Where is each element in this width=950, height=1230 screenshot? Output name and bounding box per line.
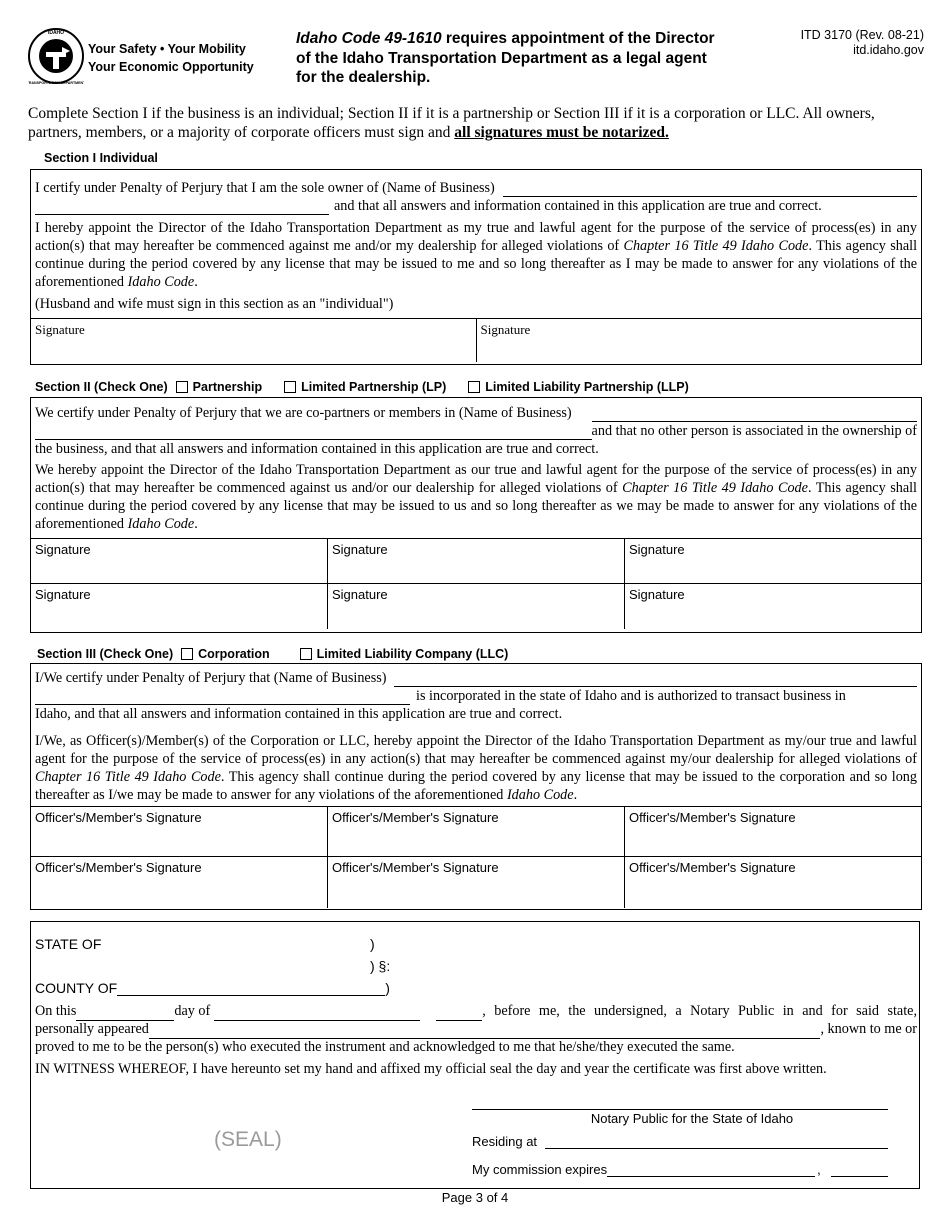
website: itd.idaho.gov [853, 43, 924, 57]
s2-signature-row-1 [31, 538, 921, 583]
month-field[interactable] [214, 1007, 420, 1021]
tagline-line2: Your Economic Opportunity [88, 60, 254, 74]
s2-signature-field-6[interactable]: Signature [624, 584, 921, 629]
section3-box [30, 663, 922, 910]
s3-signature-field-1[interactable]: Officer's/Member's Signature [35, 810, 202, 825]
s3-appoint-b: . This agency shall continue during the period covered by any license that may be issued to the corporation and so long thereafter as I/we may be made to answer for any violations of the aforementioned [35, 769, 917, 803]
residing-label: Residing at [472, 1134, 538, 1149]
known-text: , known to me or [820, 1021, 917, 1037]
intro-instructions [28, 104, 923, 142]
s1-appoint-code2: Idaho Code [127, 274, 195, 290]
s3-certify-end: Idaho, and that all answers and information contained in this application are true and correct. [35, 706, 563, 722]
s3-appoint [31, 732, 921, 804]
commission-date-field[interactable] [607, 1163, 815, 1177]
county-paren: ) [385, 980, 390, 996]
s1-certify: I certify under Penalty of Perjury that I am the sole owner of (Name of Business) [35, 180, 495, 196]
s3-signature-row-2 [31, 856, 921, 908]
llc-label: Limited Liability Company (LLC) [316, 647, 509, 661]
proved-text: proved to me to be the person(s) who executed the instrument and acknowledged to me that he/she/they executed the same. [35, 1039, 735, 1055]
form-id-block [801, 28, 924, 58]
s3-business-name-field[interactable] [394, 673, 917, 687]
s2-signature-field-5[interactable]: Signature [327, 584, 624, 629]
header-title [296, 29, 716, 88]
commission-label: My commission expires [472, 1162, 608, 1177]
year-field[interactable] [436, 1007, 482, 1021]
state-paren: ) [370, 936, 375, 952]
s2-signature-field-2[interactable]: Signature [327, 539, 624, 583]
section1-box [30, 169, 922, 365]
s3-business-name-field-cont[interactable] [35, 691, 410, 705]
page-number: Page 3 of 4 [441, 1190, 509, 1205]
s1-appoint [31, 219, 921, 291]
s3-signature-field-3[interactable]: Officer's/Member's Signature [624, 807, 921, 856]
residing-field[interactable] [545, 1135, 888, 1149]
section2-heading-row [35, 380, 689, 394]
s2-certify: We certify under Penalty of Perjury that we are co-partners or members in (Name of Business) [35, 405, 572, 421]
llc-checkbox[interactable] [300, 648, 312, 660]
s3-certify-cont: is incorporated in the state of Idaho and is authorized to transact business in [416, 688, 846, 704]
s3-signature-field-4[interactable]: Officer's/Member's Signature [35, 860, 202, 875]
witness-text: IN WITNESS WHEREOF, I have hereunto set my hand and affixed my official seal the day and year the certificate was first above written. [35, 1061, 827, 1077]
section2-heading: Section II (Check One) [35, 380, 168, 394]
section2-box [30, 397, 922, 633]
s3-appoint-code: Chapter 16 Title 49 Idaho Code [35, 769, 221, 785]
lp-label: Limited Partnership (LP) [301, 380, 447, 394]
state-of-label: STATE OF [35, 936, 102, 952]
personally-appeared-label: personally appeared [35, 1021, 149, 1037]
partnership-label: Partnership [192, 380, 263, 394]
s2-certify-end: the business, and that all answers and information contained in this application are true and correct. [35, 441, 599, 457]
notary-signature-field[interactable] [472, 1096, 888, 1110]
llp-label: Limited Liability Partnership (LLP) [485, 380, 689, 394]
section3-heading-row [37, 647, 508, 661]
s2-appoint [31, 461, 921, 533]
s1-appoint-a: I hereby appoint the Director of the Idaho Transportation Department as my true and lawful agent for the purpose of the service of process(es) in any action(s) that may hereafter be commenced against me and/or my dealership for alleged violations of [35, 220, 917, 254]
s2-signature-field-1[interactable]: Signature [35, 542, 91, 557]
s3-certify: I/We certify under Penalty of Perjury that (Name of Business) [35, 670, 387, 686]
s2-appoint-b: . This agency shall continue during the period covered by any license that may be issued to us and so long thereafter as we may be made to answer for any violations of the aforementioned [35, 480, 918, 532]
commission-comma: , [817, 1162, 821, 1177]
form-id: ITD 3170 (Rev. 08-21) [800, 28, 924, 42]
s3-signature-row-1 [31, 806, 921, 856]
logo-text-bottom: TRANSPORTATION DEPARTMENT [28, 81, 84, 85]
corporation-checkbox[interactable] [181, 648, 193, 660]
s2-signature-field-4[interactable]: Signature [35, 587, 91, 602]
day-field[interactable] [76, 1007, 174, 1021]
s3-appoint-end: . [573, 787, 578, 803]
notary-public-label: Notary Public for the State of Idaho [590, 1111, 794, 1126]
lp-checkbox[interactable] [284, 381, 296, 393]
county-field[interactable] [117, 981, 385, 996]
s2-appoint-end: . [194, 516, 198, 532]
s2-certify-cont: and that no other person is associated in the ownership of [591, 423, 917, 439]
s3-signature-field-5[interactable]: Officer's/Member's Signature [327, 857, 624, 908]
title-rest: requires appointment of the Director of the Idaho Transportation Department as a legal agent for the dealership. [296, 30, 715, 86]
personally-appeared-field[interactable] [149, 1025, 821, 1039]
tagline-line1: Your Safety • Your Mobility [88, 42, 246, 56]
s1-signature-field-2[interactable]: Signature [476, 319, 922, 362]
s1-appoint-b: . This agency shall continue during the period covered by any license that may be issued to me and so long thereafter as I may be made to answer for any violations of the aforementioned [35, 238, 918, 290]
s1-appoint-end: . [194, 274, 198, 290]
s2-appoint-code: Chapter 16 Title 49 Idaho Code [622, 480, 808, 496]
s3-appoint-a: I/We, as Officer(s)/Member(s) of the Corporation or LLC, hereby appoint the Director of the Idaho Transportation Department as my/our true and lawful agent for the purpose of the service of process(es) in any action(s) that may hereafter be commenced against my/our dealership for alleged violations of [35, 733, 917, 767]
section3-heading: Section III (Check One) [37, 647, 174, 661]
s3-appoint-code2: Idaho Code [506, 787, 574, 803]
day-of-label: day of [174, 1003, 211, 1019]
s2-business-name-field[interactable] [592, 408, 917, 422]
s3-signature-field-2[interactable]: Officer's/Member's Signature [327, 807, 624, 856]
s2-appoint-a: We hereby appoint the Director of the Idaho Transportation Department as our true and lawful agent for the purpose of the service of process(es) in any action(s) that may hereafter be commenced against us and/or our dealership for alleged violations of [35, 462, 917, 496]
intro-text: Complete Section I if the business is an individual; Section II if it is a partnership or Section III if it is a corporation or LLC. All owners, partners, members, or a majority of corporate officers must sign and [28, 105, 875, 141]
seal-placeholder: (SEAL) [214, 1128, 282, 1151]
corporation-label: Corporation [198, 647, 270, 661]
on-this-label: On this [35, 1003, 77, 1019]
logo-text-top: IDAHO [47, 30, 65, 36]
s1-signature-row [31, 318, 921, 362]
s2-signature-row-2 [31, 583, 921, 629]
s1-business-name-field[interactable] [503, 183, 917, 197]
s2-signature-field-3[interactable]: Signature [624, 539, 921, 583]
section-symbol: ) §: [370, 958, 391, 974]
county-of-label: COUNTY OF [35, 980, 118, 996]
s2-business-name-field-cont[interactable] [35, 426, 592, 440]
intro-emphasis: all signatures must be notarized. [454, 124, 669, 141]
commission-year-field[interactable] [831, 1163, 888, 1177]
llp-checkbox[interactable] [468, 381, 480, 393]
s1-business-name-field-cont[interactable] [35, 201, 329, 215]
section1-heading: Section I Individual [44, 151, 158, 165]
itd-logo [28, 26, 84, 88]
title-code: Idaho Code 49-1610 [296, 30, 442, 47]
s2-appoint-code2: Idaho Code [127, 516, 195, 532]
s1-certify-cont: and that all answers and information contained in this application are true and correct. [334, 198, 822, 214]
s3-signature-field-6[interactable]: Officer's/Member's Signature [624, 857, 921, 908]
tagline [88, 40, 254, 76]
before-me-text: , before me, the undersigned, a Notary Public in and for said state, [482, 1003, 917, 1019]
s1-note: (Husband and wife must sign in this section as an "individual") [35, 296, 394, 312]
s1-appoint-code: Chapter 16 Title 49 Idaho Code [623, 238, 809, 254]
partnership-checkbox[interactable] [176, 381, 188, 393]
s1-signature-field-1[interactable]: Signature [35, 322, 85, 337]
